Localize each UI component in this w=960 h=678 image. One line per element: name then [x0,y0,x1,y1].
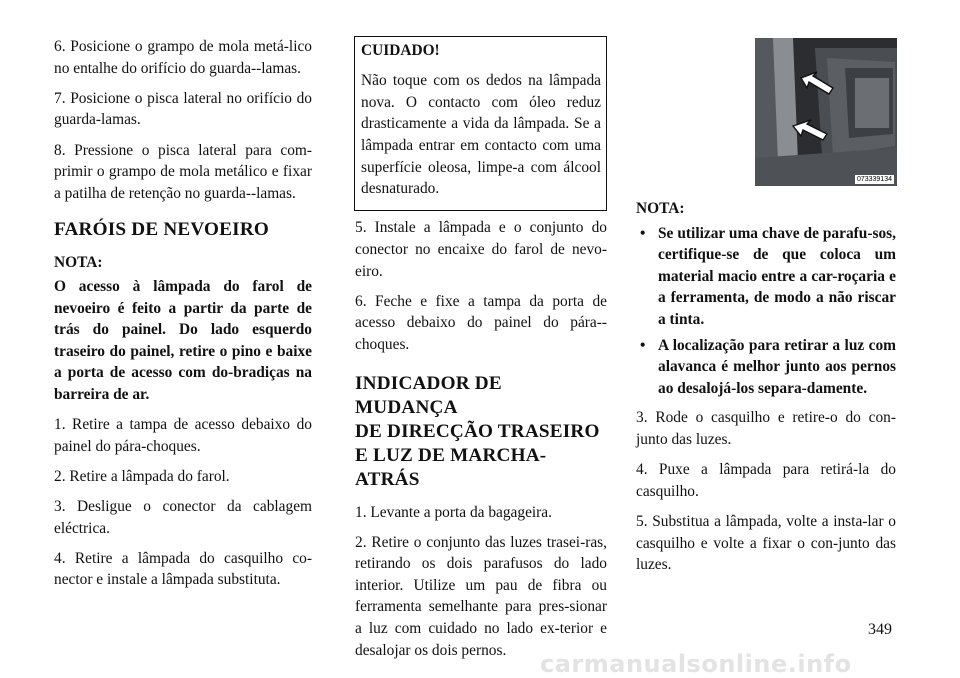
note-text: O acesso à lâmpada do farol de nevoeiro é feito a partir da parte de trás do painel. Do lado esquerdo traseiro do painel, retire o pino e baixe a porta de acesso com do-bradiças na barreira de ar. [54,277,312,403]
note-bullet-item [636,223,896,331]
photo-code-label: 073339134 [856,176,892,183]
paragraph-step-5: 5. Substitua a lâmpada, volte a insta-lar o casquilho e volte a fixar o con-junto das luzes. [636,512,896,574]
note-bullet-item [636,335,896,400]
bullet-icon: • [640,224,646,242]
caution-box [354,36,607,211]
paragraph-step-6: 6. Posicione o grampo de mola metá-lico no entalhe do orifício do guarda--lamas. [54,38,312,77]
note-label: NOTA: [54,254,103,272]
heading-line-1: INDICADOR DE MUDANÇA [355,372,502,418]
paragraph-step-4: 4. Puxe a lâmpada para retirá-la do casquilho. [636,461,896,500]
paragraph-step-3: 3. Desligue o conector da cablagem eléctrica. [54,498,312,537]
column-left [54,36,312,600]
section-heading-fog-lights: FARÓIS DE NEVOEIRO [54,219,270,241]
tail-light-photo-illustration [755,38,897,186]
bullet-icon: • [640,336,646,354]
paragraph-step-1: 1. Retire a tampa de acesso debaixo do painel do pára-choques. [54,416,312,455]
tail-light-photo [755,38,897,186]
caution-text: Não toque com os dedos na lâmpada nova. O contacto com óleo reduz drasticamente a vida da lâmpada. Se a lâmpada entrar em contacto com uma superfície oleosa, limpe-a com álcool desnaturado. [361,72,601,198]
bullet-text: Se utilizar uma chave de parafu-sos, certifique-se de que coloca um material macio entre a car-roçaria e a ferramenta, de modo a não riscar a tinta. [658,224,896,328]
paragraph-step-4: 4. Retire a lâmpada do casquilho co-nector e instale a lâmpada substituta. [54,549,312,589]
paragraph-step-2: 2. Retire o conjunto das luzes trasei-ras, retirando os dois parafusos do lado interior. Utilize um pau de fibra ou ferramenta semelhante para pres-sionar a luz com cuidado no lado ex-terior e desalojar os dois pernos. [355,533,607,659]
bullet-text: A localização para retirar a luz com alavanca é melhor junto aos pernos ao desalojá-los separa-damente. [658,336,896,397]
paragraph-step-5: 5. Instale a lâmpada e o conjunto do conector no encaixe do farol de nevo-eiro. [355,219,607,280]
heading-line-2: DE DIRECÇÃO TRASEIRO [355,420,600,442]
watermark: carmanualsonline.info [540,650,852,678]
column-right [636,198,896,584]
page-number: 349 [868,621,892,638]
paragraph-step-2: 2. Retire a lâmpada do farol. [54,467,230,485]
heading-line-3: E LUZ DE MARCHA-ATRÁS [355,444,547,490]
paragraph-step-8: 8. Pressione o pisca lateral para com-primir o grampo de mola metálico e fixar a patilha de retenção no guarda--lamas. [54,141,312,202]
paragraph-step-7: 7. Posicione o pisca lateral no orifício do guarda-lamas. [54,89,312,129]
paragraph-step-3: 3. Rode o casquilho e retire-o do con-junto das luzes. [636,409,896,448]
paragraph-step-6: 6. Feche e fixe a tampa da porta de acesso debaixo do painel do pára--choques. [355,292,607,353]
section-heading-rear-turn-signal [355,372,607,492]
caution-title: CUIDADO! [361,42,440,59]
column-middle [355,36,607,670]
note-label: NOTA: [636,200,685,217]
paragraph-step-1: 1. Levante a porta da bagageira. [355,503,552,521]
note-bullet-list [636,223,896,400]
